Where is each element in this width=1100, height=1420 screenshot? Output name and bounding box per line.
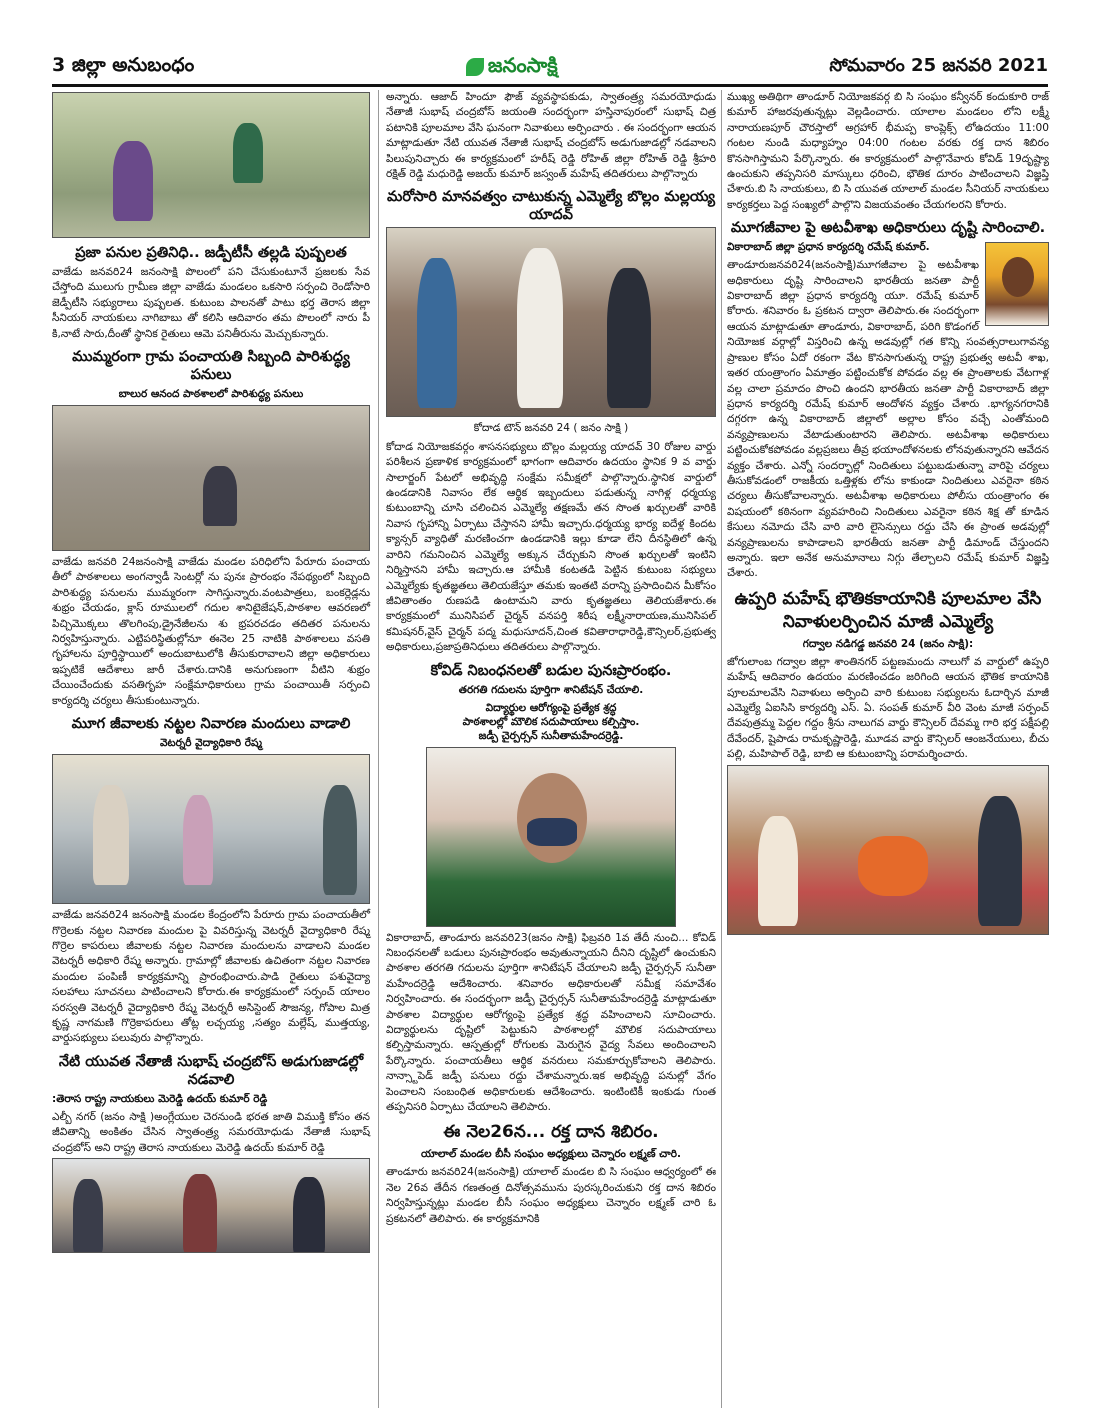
body-story-4: ఎల్బీ నగర్ (జనం సాక్షి )అంగ్లేయుల చెరనుండి భరత జాతి విముక్తి కోసం తన జీవితాన్ని అంకితం చేసిన స్వాతంత్ర్య సమరయోధుడు నేతాజీ సుభాష్ చంద్రబోస్ అని రాష్ట్ర తెరాస నాయకులు మెరెడ్డి ఉదయ్ కుమార్ రెడ్డి (52, 1110, 370, 1154)
headline-tribute-story: ఉప్పరి మహేష్ భౌతికకాయానికి పూలమాల వేసి నివాళులర్పించిన మాజీ ఎమ్మెల్యే (734, 588, 1042, 632)
subhead-schools-4: జడ్పీ చైర్పర్సన్ సునీతామహేందర్రెడ్డి. (478, 729, 624, 742)
photo-ramesh-kumar (985, 242, 1049, 326)
body-story-2: వాజేడు జనవరి 24జనంసాక్షి వాజేడు మండల పరిధిలోని పేరూరు పంచాయ తీలో పాఠశాలలు అంగన్వాడీ సెంటర్లో ను పునః ప్రారంభం నేపథ్యంలో సిబ్బంది పారిశుద్ధ్య పనులను ముమ్మరంగా సాగిస్తున్నారు.వంటపాత్రలు, బంకర్లెడ్లను శుభ్రం చేయడం, క్లాస్ రూములలో గదుల శానిటైజేషన్,పాఠశాల ఆవరణలో పిచ్చిమొక్కలు తొలగింపు,డ్రైనేజీలను శు భ్రపరచడం తదితర పనులను నిర్వహిస్తున్నారు. ఎట్టిపరిస్థితుల్లోనూ ఈనెల 25 నాటికి పాఠశాలలు వసతి గృహాలను పూర్తిస్థాయిలో అందుబాటులోకి తీసుకురావాలని జిల్లా అధికారులు ఇప్పటికే ఆదేశాలు జారీ చేశారు.దానికి అనుగుణంగా వీటిని శుభ్రం చేయించేందుకు వసతిగృహ సంక్షేమాధికారులు గ్రామ పంచాయితీ సర్పంచి కార్యదర్శి చర్యలు తీసుకుంటున్నారు. (52, 556, 370, 707)
photo-mla-visit (386, 227, 716, 417)
issue-date: సోమవారం 25 జనవరి 2021 (829, 54, 1048, 76)
body-story-4-continued: అన్నారు. ఆజాద్ హిందూ ఫౌజ్ వ్యవస్థాపకుడు, స్వాతంత్ర్య సమరయోధుడు నేతాజీ సుభాష్ చంద్రబోస్ జయంతి సందర్భంగా హస్తినాపురంలో సుభాష్ చిత్ర పటానికి పూలమాల వేసి ఘనంగా నివాళులు అర్పించారు . ఈ సందర్భంగా ఆయన మాట్లాడుతూ నేటి యువత నేతాజీ సుభాష్ చంద్రబోస్ అడుగుజాడల్లో నడవాలని పిలుపునిచ్చారు ఈ కార్యక్రమంలో హరీష్ రెడ్డి రోహిత్ జిల్లా రోహిత్ రెడ్డి శ్రీహరి రక్షిత్ రెడ్డి మధురెడ్డి అజయ్ కుమార్ జస్వంత్ మహేష్ తదితరులు పాల్గొన్నారు (386, 91, 716, 181)
subhead-schools-2: విద్యార్థుల ఆరోగ్యంపై ప్రత్యేక శ్రద్ధ (485, 701, 617, 714)
photo-zp-chairperson (426, 747, 676, 927)
photo-paddy-field (52, 92, 370, 238)
body-story-3: వాజేడు జనవరి24 జనంసాక్షి మండల కేంద్రంలోని పేరూరు గ్రామ పంచాయతీలో గొర్రెలకు నట్టల నివారణ మందుల పై వివరిస్తున్న వెటర్నరీ వైద్యాధికారి రేష్మ గొర్రెల కాపరులు జీవాలకు నట్టల నివారణ మందులను వాడాలని మండల వెటర్నరీ అధికారి రేష్మ అన్నారు. గ్రామాల్లో జీవాలకు ఉచితంగా నట్టల నివారణ మందుల పంపిణీ కార్యక్రమాన్ని ప్రారంభించారు.పాడి రైతులు పశువైద్యా సలహాలు సూచనలు పాటించాలని కోరారు.ఈ కార్యక్రమంలో సర్పంచ్ యాలం సరస్వతి వెటర్నరీ వైద్యాధికారి రేష్మ వెటర్నరీ అసిస్టెంట్ సౌజన్య, గోపాల మిత్ర కృష్ణ నాగమణి గొర్రెకాపరులు తోట్ల లచ్చయ్య ,సత్యం మల్లేష్, ముత్తయ్య, వార్డుసభ్యులు పలువురు పాల్గొన్నారు. (52, 909, 370, 1045)
column-divider (378, 90, 379, 1408)
brand-logo (466, 53, 558, 82)
column-1 (52, 90, 370, 1257)
headline-blood-camp: ఈ నెల26న... రక్త దాన శిబిరం. (443, 1122, 659, 1143)
headline-story-4: నేటి యువత నేతాజీ సుభాష్ చంద్రబోస్ అడుగుజాడల్లో నడవాలి (58, 1053, 364, 1088)
column-3 (727, 90, 1049, 939)
body-mla-story: కోదాడ నియోజకవర్గం శాసనసభ్యులు బొల్లం మల్లయ్య యాదవ్ 30 రోజుల వార్డు పరిశీలన ప్రణాళిక కార్యక్రమంలో భాగంగా ఆదివారం ఉదయం స్థానిక 9 వ వార్డు సాలార్జంగ్ పేటలో అభివృద్ధి సంక్షేమ సమీక్షలో పాల్గొన్నారు.స్థానిక వార్డులో ఉండడానికి నివాసం లేక ఆర్థిక ఇబ్బందులు పడుతున్న నాగిళ్ల ధర్మయ్య కుటుంబాన్ని చూసి చలించిన ఎమ్మెల్యే తక్షణమే తన సొంత ఖర్చులతో వారికి నివాస గృహాన్ని ఏర్పాటు చేస్తానని హామీ ఇచ్చారు.ధర్మయ్య భార్య ఐదేళ్ల కిందట క్యాన్సర్ వ్యాధితో మరణించగా ఉండడానికి ఇల్లు కూడా లేని దీనస్థితిలో ఉన్న వారిని గమనించిన ఎమ్మెల్యే అక్కున చేర్చుకుని సొంత ఖర్చులతో ఇంటిని నిర్మిస్తానని హామీ ఇచ్చారు.ఆ హామీకి కంటతడి పెట్టిన కుటుంబ సభ్యులు ఎమ్మెల్యేకు కృతజ్ఞతలు తెలియజేస్తూ తమకు ఇంతటి వరాన్ని ప్రసాదించిన మీకోసం జీవితాంతం రుణపడి ఉంటామని వారు కృతజ్ఞతలు తెలియజేశారు.ఈ కార్యక్రమంలో మునిసిపల్ చైర్మన్ వనపర్తి శిరీష లక్ష్మీనారాయణ,మునిసిపల్ కమిషనర్,వైస్ చైర్మన్ పద్మ మధుసూదన్,చింత కవితారాధారెడ్డి,కౌన్సిలర్,ప్రభుత్వ అధికారులు,ప్రజాప్రతినిధులు తదితరులు పాల్గొన్నారు. (386, 440, 716, 654)
caption-mla-story: కోదాడ టౌన్ జనవరి 24 ( జనం సాక్షి ) (473, 422, 629, 435)
subhead-story-3: వెటర్నరీ వైద్యాధికారి రేష్మ (160, 737, 262, 750)
subhead-story-2: బాలుర ఆనంద పాఠశాలలో పారిశుద్ధ్య పనులు (118, 388, 304, 401)
masthead (52, 52, 1048, 82)
subhead-schools-3: పాఠశాలల్లో మౌలిక సదుపాయాలు కల్పిస్తాం. (462, 715, 640, 728)
photo-tribute (727, 765, 1049, 935)
body-tribute-story: జోగులాంబ గద్వాల జిల్లా శాంతినగర్ పట్టణమందు నాలుగో వ వార్డులో ఉప్పరి మహేష్ ఆదివారం ఉదయం మరణించడం జరిగింది ఆయన భౌతిక కాయానికి పూలమాలవేసి నివాళులు అర్పించి వారి కుటుంబ సభ్యులను ఓదార్చిన మాజీ ఎమ్మెల్యే ఏఐసిసి కార్యదర్శి ఎస్. ఏ. సంపత్ కుమార్ వీరి వెంట మాజీ సర్పంచ్ దేవపుత్రమ్మ పెద్దల గద్దం శ్రీను నాలుగవ వార్డు కౌన్సిలర్ దేవమ్మ గారి భర్త పక్షీపల్లి దేవేందర్, షైపాడు రామకృష్ణారెడ్డి, మూడవ వార్డు కౌన్సిలర్ ఆంజనేయులు, బీచు పల్లి, మహిపాల్ రెడ్డి, బాబి ఆ కుటుంబాన్ని పరామర్శించారు. (727, 655, 1049, 761)
photo-veterinary-camp (52, 754, 370, 904)
column-divider (721, 90, 722, 1408)
body-forest-story: తాండూరుజనవరి24(జనంసాక్షి)మూగజీవాల పై అటవీశాఖ అధికారులు దృష్టి సారించాలని భారతీయ జనతా పార్టీ వికారాబాద్ జిల్లా ప్రధాన కార్యదర్శి యూ. రమేష్ కుమార్ కోరారు. శనివారం ఓ ప్రకటన ద్వారా తెలిపారు.ఈ సందర్భంగా ఆయన మాట్లాడుతూ తాండూరు, వికారాబాద్, పరిగి కొడంగల్ నియోజక వర్గాల్లో విస్తరించి ఉన్న అడవుల్లో గత కొన్ని సంవత్సరాలుగావన్య ప్రాణుల కోసం ఏదో రకంగా వేట కొనసాగుతున్న రాష్ట్ర ప్రభుత్వ అటవీ శాఖ, ఇతర యంత్రాంగం ఏమాత్రం పట్టించుకోక పోవడం వల్ల ఈ ప్రాంతాలకు వేటగాళ్ల వల్ల చాలా ప్రమాదం పొంచి ఉందని భారతీయ జనతా పార్టీ వికారాబాద్ జిల్లా ప్రధాన కార్యదర్శి రమేష్ కుమార్ ఆందోళన వ్యక్తం చేశారు .భాగ్యనగరానికి దగ్గరగా ఉన్న వికారాబాద్ జిల్లాలో అల్లాల కోసం వచ్చే ఎంతోమంది వన్యప్రాణులను వేటాడుతుంటారని తెలిపారు. అటవీశాఖ అధికారులు పట్టించుకోకపోవడం వల్లప్రజలు తీవ్ర భయాందోళనలకు లోనవుతున్నారని ఆవేదన వ్యక్తం చేశారు. ఎన్నో సందర్భాల్లో నిందితులు పట్టుబడుతున్నా వారిపై చర్యలు తీసుకోవడంలో రాజకీయ ఒత్తిళ్లకు లోను కాకుండా నిందితులు ఎవరైనా కఠిన చర్యలు తీసుకోవాలన్నారు. అటవీశాఖ అధికారులు పోలీసు యంత్రాంగం ఈ విషయంలో కఠినంగా వ్యవహరించి నిందితులు ఎవరైనా కఠిన శిక్ష తో కూడిన కేసులు నమోదు చేసి వారి వారి లైసెన్సులు రద్దు చేసి ఈ ప్రాంత అడవుల్లో వన్యప్రాణులను కాపాడాలని భారతీయ జనతా పార్టీ డిమాండ్ చేస్తుందని అన్నారు. ఇలా అనేక అనుమానాలు నిగ్గు తేల్చాలని రమేష్ కుమార్ విజ్ఞప్తి చేశారు. (727, 259, 1049, 580)
headline-story-3: మూగ జీవాలకు నట్టల నివారణ మందులు వాడాలి (71, 716, 351, 733)
subhead-tribute-story: గద్వాల నడిగడ్డ జనవరి 24 (జనం సాక్షి): (802, 637, 974, 650)
masthead-rule (52, 84, 1048, 87)
headline-story-2: ముమ్మరంగా గ్రామ పంచాయతి సిబ్బంది పారిశుద్ధ్య పనులు (72, 349, 350, 384)
body-story-1: వాజేడు జనవరి24 జనంసాక్షి పొలంలో పని చేసుకుంటూనే ప్రజలకు సేవ చేస్తోంది ములుగు గ్రామీణ జిల్లా వాజేడు మండలం ఒకసారి సర్పంచి రెండోసారి జెడ్పీటీసి సభ్యురాలు పుష్పలత. కుటుంబ పాలనతో పాటు భర్త తెరాస జిల్లా సీనియర్ నాయకులు నాగిబాబు తో కలిసి ఆదివారం తమ పొలంలో నారు పీ కి,నాటే సారు,దీంతో స్థానిక రైతులు ఆమె పనితీరును మెచ్చుకున్నారు. (52, 266, 370, 340)
headline-schools-story: కోవిడ్ నిబంధనలతో బడుల పునఃప్రారంభం. (430, 662, 672, 679)
body-blood-camp-continued: ముఖ్య అతిథిగా తాండూర్ నియోజకవర్గ బి సి సంఘం కన్వీనర్ కందుకూరి రాజ్ కుమార్ హాజరవుతున్నట్లు వెల్లడించారు. యాలాల మండలం లోని లక్ష్మీ నారాయణపూర్ చౌరస్తాలో అగ్రహార్ భీమప్ప కాంప్లెక్స్ లోఉదయం 11:00 గంటల నుండి మధ్యాహ్నం 04:00 గంటల వరకు రక్త దాన శిబిరం కొనసాగిస్తామని పేర్కొన్నారు. ఈ కార్యక్రమంలో పాల్గొనేవారు కోవిడ్ 19దృష్ట్యా ఉంచుకుని తప్పనిసరి మాస్కులు ధరించి, భౌతిక దూరం పాటించాలని విజ్ఞప్తి చేశారు.బి సి నాయకులు, బి సి యువత యాలాల్ మండల సీనియర్ నాయకులు కార్యకర్తలు పెద్ద సంఖ్యలో పాల్గొని విజయవంతం చేయగలరని కోరారు. (727, 91, 1049, 211)
headline-forest-story: మూగజీవాల పై అటవీశాఖ అధికారులు దృష్టి సారించాలి. (730, 220, 1046, 237)
brand-name: జనంసాక్షి (487, 52, 558, 77)
subhead-forest-story: వికారాబాద్ జిల్లా ప్రధాన కార్యదర్శి రమేష్ కుమార్. (727, 241, 930, 254)
photo-school-cleaning (52, 405, 370, 551)
body-blood-camp: తాండూరు జనవరి24(జనంసాక్షి) యాలాల్ మండల బి సి సంఘం ఆధ్వర్యంలో ఈ నెల 26వ తేదీన గణతంత్ర దినోత్సవమును పురస్కరించుకుని రక్త దాన శిబిరం నిర్వహిస్తున్నట్లు మండల బీసీ సంఘం అధ్యక్షులు చెన్నారం లక్ష్మణ్ చారి ఓ ప్రకటనలో తెలిపారు. ఈ కార్యక్రమానికి (386, 1166, 716, 1225)
leaf-icon (466, 58, 484, 76)
headline-story-1: ప్రజా పనుల ప్రతినిధి.. జడ్పీటీసీ తల్లడి పుష్పలత (75, 245, 347, 261)
subhead-story-4: :తెరాస రాష్ట్ర నాయకులు మెరెడ్డి ఉదయ్ కుమార్ రెడ్డి (52, 1092, 268, 1105)
body-schools-story: వికారాబాద్, తాండూరు జనవరి23(జనం సాక్షి) ఫిబ్రవరి 1వ తేదీ నుంచి... కోవిడ్ నిబంధనలతో బడులు పునఃప్రారంభం అవుతున్నాయని దీనిని దృష్టిలో ఉంచుకుని పాఠశాల తరగతి గదులను పూర్తిగా శానిటేషన్ చేయాలని జడ్పీ చైర్పర్సన్ సునీతా మహేందర్రెడ్డి ఆదేశించారు. శనివారం అధికారులతో సమీక్ష సమావేశం నిర్వహించారు. ఈ సందర్భంగా జడ్పీ చైర్పర్సన్ సునీతామహేందర్రెడ్డి మాట్లాడుతూ పాఠశాల విద్యార్థుల ఆరోగ్యంపై ప్రత్యేక శ్రద్ధ వహించాలని సూచించారు. విద్యార్థులను దృష్టిలో పెట్టుకుని పాఠశాలల్లో మౌలిక సదుపాయాలు కల్పిస్తామన్నారు. ఆస్పత్రుల్లో రోగులకు మెరుగైన వైద్య సేవలు అందించాలని పేర్కొన్నారు. పంచాయతీలు ఆర్థిక వనరులు సమకూర్చుకోవాలని తెలిపారు. నాన్స్టాపెడ్ జడ్పీ పనులు రద్దు చేశామన్నారు.ఇక అభివృద్ధి పనుల్లో వేగం పెంచాలని సంబంధిత అధికారులకు ఆదేశించారు. ఇంటింటికీ ఇంకుడు గుంత తప్పనిసరి ఏర్పాటు చేయాలని తెలిపారు. (386, 931, 716, 1113)
page-label: 3 జిల్లా అనుబంధం (52, 53, 195, 76)
photo-netaji-tribute (52, 1158, 370, 1253)
subhead-blood-camp: యాలాల్ మండల బీసీ సంఘం అధ్యక్షులు చెన్నారం లక్ష్మణ్ చారి. (421, 1148, 681, 1161)
subhead-schools-1: తరగతి గదులను పూర్తిగా శానిటేషన్ చేయాలి. (458, 683, 644, 696)
column-2 (386, 90, 716, 1229)
headline-mla-story: మరోసారి మానవత్వం చాటుకున్న ఎమ్మెల్యే బొల్లం మల్లయ్య యాదవ్ (387, 189, 715, 224)
